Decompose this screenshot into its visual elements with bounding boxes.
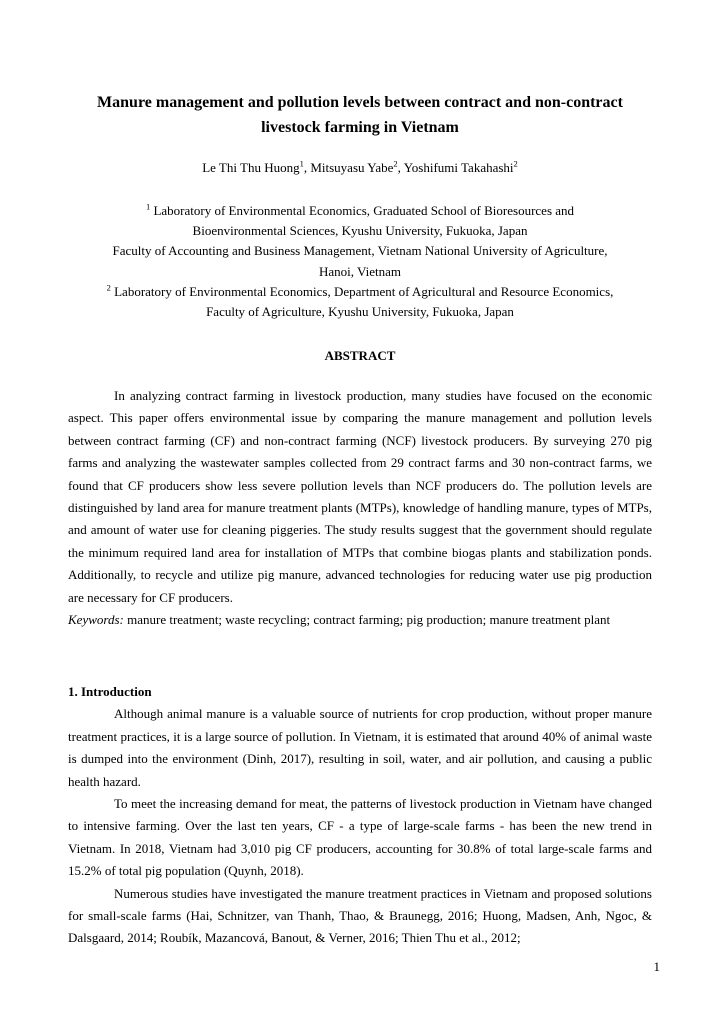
affiliation-marker: 1 (145, 201, 151, 212)
author-separator: , (303, 160, 311, 175)
keywords-text: manure treatment; waste recycling; contract farming; pig production; manure treatment plant (123, 612, 611, 628)
body-paragraph: To meet the increasing demand for meat, the patterns of livestock production in Vietnam have changed to intensive farming. Over the last ten years, CF - a type of large-scale farms - has been the new trend in Vietnam. In 2018, Vietnam had 3,010 pig CF producers, accounting for 30.8% of total large-scale farms and 15.2% of total pig population (Quynh, 2018). (68, 796, 652, 879)
abstract-heading: ABSTRACT (324, 348, 396, 363)
affiliation-2-line-2: Faculty of Agriculture, Kyushu University, Fukuoka, Japan (206, 304, 514, 320)
title-line-1: Manure management and pollution levels between contract and non-contract (97, 94, 623, 111)
affiliation-marker: 2 (106, 282, 111, 293)
paper-title (60, 90, 660, 140)
author-name: Le Thi Thu Huong (202, 160, 300, 175)
abstract (68, 385, 652, 631)
affiliation-1-line-4: Hanoi, Vietnam (318, 263, 402, 279)
affiliation-text: Laboratory of Environmental Economics, Department of Agricultural and Resource Economics, (114, 283, 614, 299)
introduction-section (68, 681, 652, 950)
author-affiliation-marker: 2 (513, 158, 518, 169)
affiliations (60, 201, 660, 322)
author-name: Yoshifumi Takahashi (403, 160, 514, 175)
author-name: Mitsuyasu Yabe (310, 160, 394, 175)
affiliation-2-line-1 (60, 282, 660, 302)
abstract-paragraph: In analyzing contract farming in livestock production, many studies have focused on the economic aspect. This paper offers environmental issue by comparing the manure management and pollution levels between contract farming (CF) and non-contract farming (NCF) livestock producers. By surveying 270 pig farms and analyzing the wastewater samples collected from 29 contract farms and 30 non-contract farms, we found that CF producers show less severe pollution levels than NCF producers do. The pollution levels are distinguished by land area for manure treatment plants (MTPs), knowledge of handling manure, types of MTPs, and amount of water use for cleaning piggeries. The study results suggest that the government should regulate the minimum required land area for installation of MTPs that combine biogas plants and stabilization ponds. Additionally, to recycle and utilize pig manure, advanced technologies for reducing water use pig production are necessary for CF producers. (68, 388, 652, 605)
body-paragraph: Numerous studies have investigated the manure treatment practices in Vietnam and proposed solutions for small-scale farms (Hai, Schnitzer, van Thanh, Thao, & Braunegg, 2016; Huong, Madsen, Anh, Ngoc, & Dalsgaard, 2014; Roubík, Mazancová, Banout, & Verner, 2016; Thien Thu et al., 2012; (68, 885, 652, 946)
author-affiliation-marker: 1 (299, 158, 304, 169)
body-paragraph: Although animal manure is a valuable source of nutrients for crop production, without proper manure treatment practices, it is a large source of pollution. In Vietnam, it is estimated that around 40% of animal waste is dumped into the environment (Dinh, 2017), resulting in soil, water, and air pollution, and causing a public health hazard. (68, 706, 652, 789)
keywords-label: Keywords: (68, 612, 124, 628)
author-affiliation-marker: 2 (393, 158, 398, 169)
page-number: 1 (653, 959, 660, 974)
affiliation-text: Laboratory of Environmental Economics, Graduated School of Bioresources and (153, 203, 575, 218)
affiliation-1-line-1 (60, 201, 660, 221)
keywords (68, 609, 652, 631)
section-heading: 1. Introduction (68, 684, 152, 699)
author-separator: , (397, 160, 404, 175)
affiliation-1-line-2: Bioenvironmental Sciences, Kyushu University, Fukuoka, Japan (192, 223, 528, 239)
affiliation-1-line-3: Faculty of Accounting and Business Management, Vietnam National University of Agriculture, (112, 243, 608, 259)
author-list (60, 158, 660, 178)
title-line-2: livestock farming in Vietnam (261, 119, 459, 136)
